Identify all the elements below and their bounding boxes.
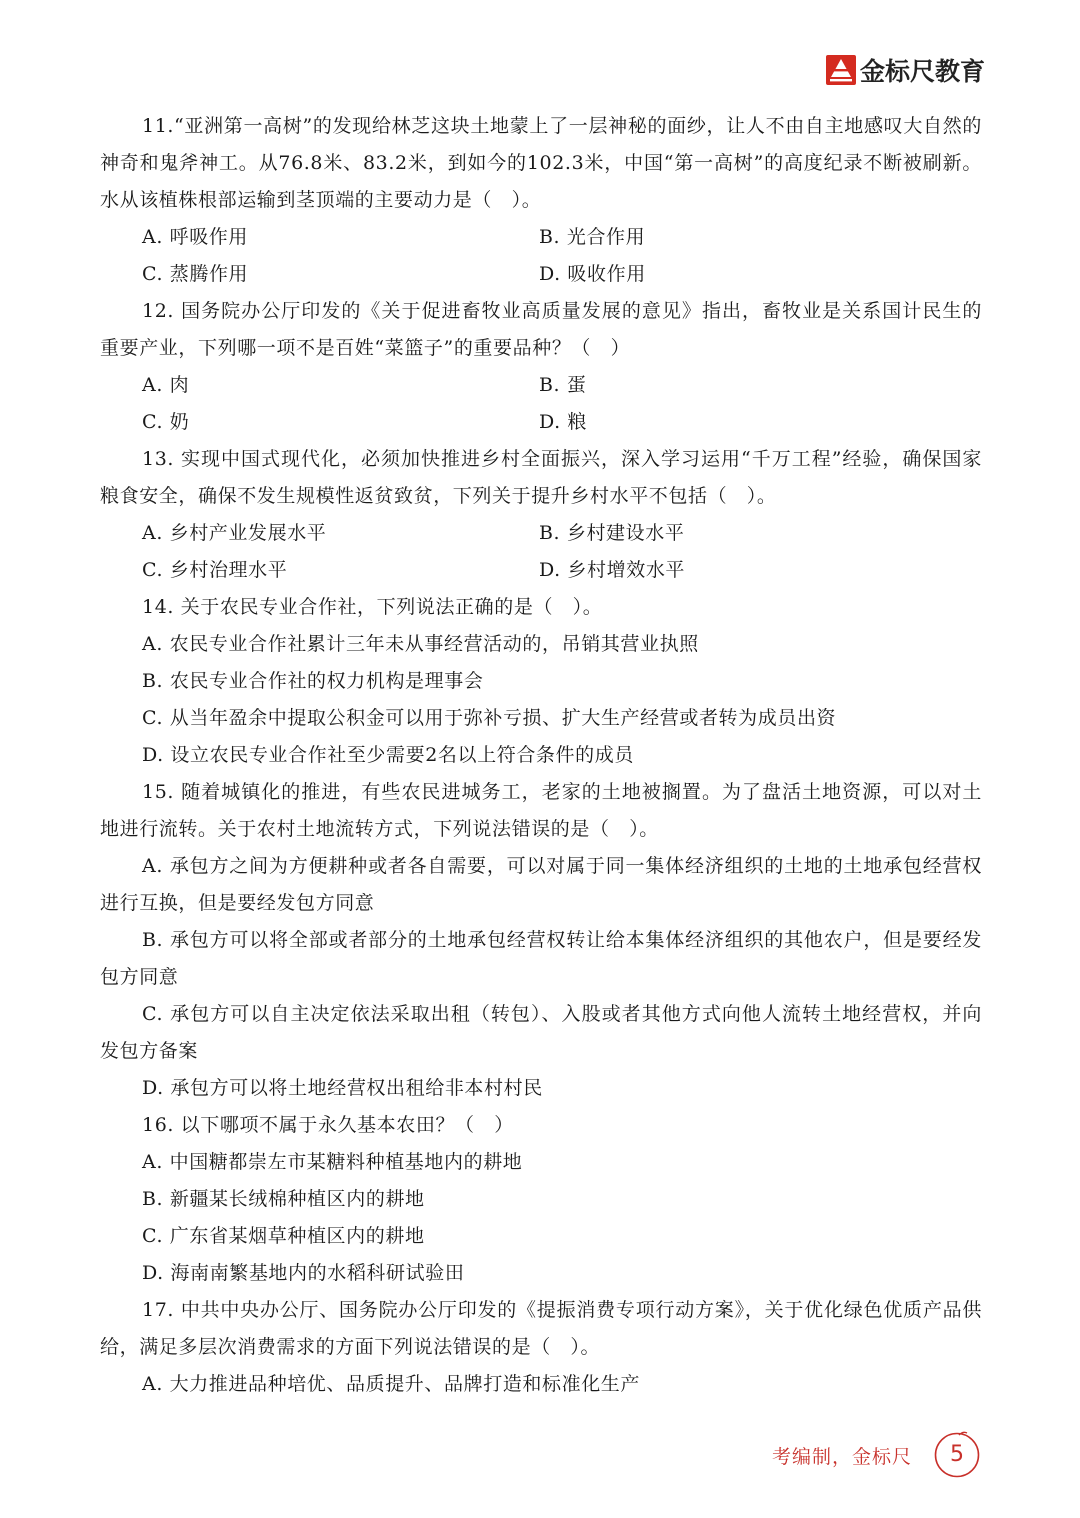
question-14-option-c: C. 从当年盈余中提取公积金可以用于弥补亏损、扩大生产经营或者转为成员出资 [142, 707, 837, 729]
question-12-stem: 12. 国务院办公厅印发的《关于促进畜牧业高质量发展的意见》指出，畜牧业是关系国计民生的重要产业，下列哪一项不是百姓“菜篮子”的重要品种？（ ） [100, 300, 982, 359]
brand-name: 金标尺教育 [860, 57, 986, 86]
question-15-stem: 15. 随着城镇化的推进，有些农民进城务工，老家的土地被搁置。为了盘活土地资源，可以对土地进行流转。关于农村土地流转方式，下列说法错误的是（ ）。 [100, 781, 982, 840]
question-13-option-a: A. 乡村产业发展水平 [142, 522, 327, 544]
question-13-stem: 13. 实现中国式现代化，必须加快推进乡村全面振兴，深入学习运用“千万工程”经验，确保国家粮食安全，确保不发生规模性返贫致贫，下列关于提升乡村水平不包括（ ）。 [100, 448, 982, 507]
question-13-option-b: B. 乡村建设水平 [539, 522, 685, 544]
question-12-option-a: A. 肉 [142, 374, 190, 396]
question-12-option-c: C. 奶 [142, 411, 190, 433]
question-11-stem: 11.“亚洲第一高树”的发现给林芝这块土地蒙上了一层神秘的面纱，让人不由自主地感叹大自然的神奇和鬼斧神工。从76.8米、83.2米，到如今的102.3米，中国“第一高树”的高度纪录不断被刷新。水从该植株根部运输到茎顶端的主要动力是（ ）。 [100, 115, 982, 211]
question-list [100, 108, 982, 1403]
question-15-option-d: D. 承包方可以将土地经营权出租给非本村村民 [142, 1077, 543, 1099]
question-14-option-a: A. 农民专业合作社累计三年未从事经营活动的，吊销其营业执照 [142, 633, 699, 655]
footer-slogan: 考编制，金标尺 [772, 1446, 913, 1468]
question-15-option-a: A. 承包方之间为方便耕种或者各自需要，可以对属于同一集体经济组织的土地的土地承包经营权进行互换，但是要经发包方同意 [100, 855, 982, 914]
question-13-option-c: C. 乡村治理水平 [142, 559, 288, 581]
question-13-option-d: D. 乡村增效水平 [539, 559, 686, 581]
question-17-stem: 17. 中共中央办公厅、国务院办公厅印发的《提振消费专项行动方案》，关于优化绿色优质产品供给，满足多层次消费需求的方面下列说法错误的是（ ）。 [100, 1299, 982, 1358]
question-14-option-d: D. 设立农民专业合作社至少需要2名以上符合条件的成员 [142, 744, 634, 766]
question-16-option-a: A. 中国糖都崇左市某糖料种植基地内的耕地 [142, 1151, 523, 1173]
question-12-option-b: B. 蛋 [539, 374, 587, 396]
brand-logo [826, 52, 986, 88]
question-15-option-c: C. 承包方可以自主决定依法采取出租（转包）、入股或者其他方式向他人流转土地经营权，并向发包方备案 [100, 1003, 982, 1062]
question-14-option-b: B. 农民专业合作社的权力机构是理事会 [142, 670, 484, 692]
brand-logo-icon [826, 55, 856, 85]
question-16-option-b: B. 新疆某长绒棉种植区内的耕地 [142, 1188, 425, 1210]
question-15-option-b: B. 承包方可以将全部或者部分的土地承包经营权转让给本集体经济组织的其他农户，但是要经发包方同意 [100, 929, 982, 988]
question-11-option-b: B. 光合作用 [539, 226, 646, 248]
question-11-option-c: C. 蒸腾作用 [142, 263, 249, 285]
question-11-option-d: D. 吸收作用 [539, 263, 646, 285]
question-16-stem: 16. 以下哪项不属于永久基本农田？（ ） [142, 1114, 514, 1136]
question-16-option-d: D. 海南南繁基地内的水稻科研试验田 [142, 1262, 465, 1284]
question-17-option-a: A. 大力推进品种培优、品质提升、品牌打造和标准化生产 [142, 1373, 641, 1395]
question-14-stem: 14. 关于农民专业合作社，下列说法正确的是（ ）。 [142, 596, 603, 618]
page-number: 5 [950, 1442, 964, 1467]
question-11-option-a: A. 呼吸作用 [142, 226, 249, 248]
question-16-option-c: C. 广东省某烟草种植区内的耕地 [142, 1225, 425, 1247]
question-12-option-d: D. 粮 [539, 411, 588, 433]
